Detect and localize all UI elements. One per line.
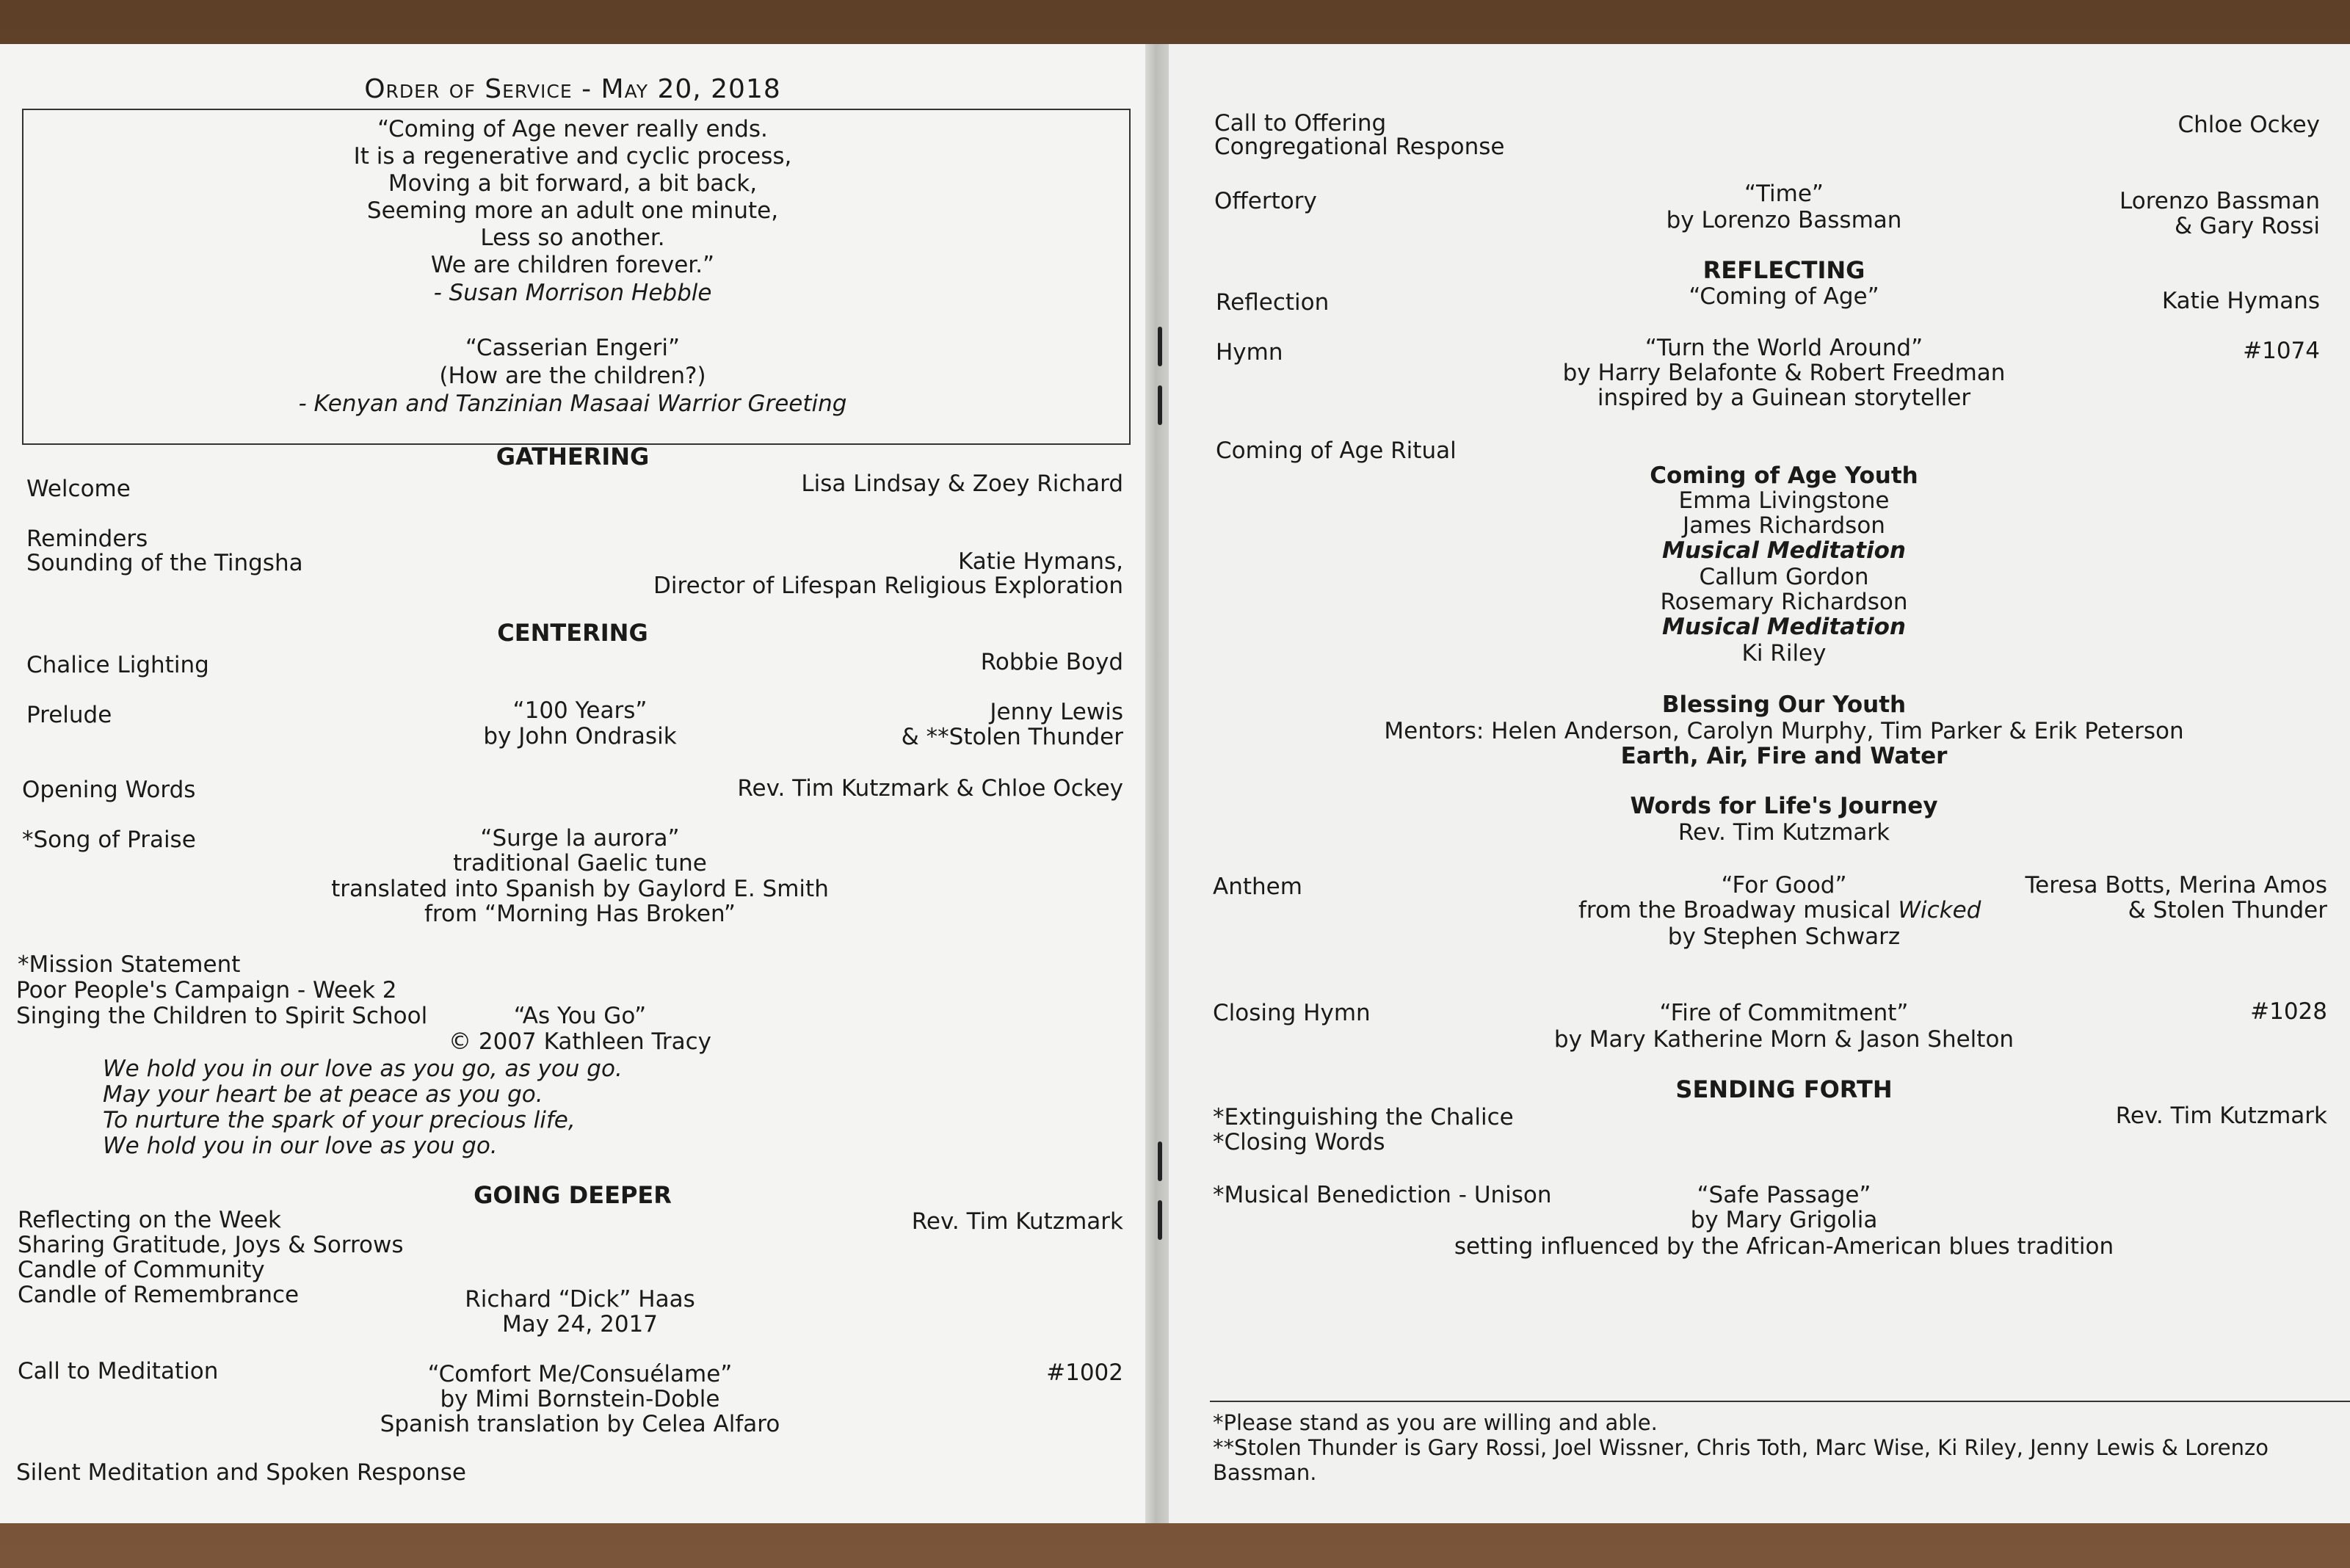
anthem-by: by Stephen Schwarz bbox=[1667, 923, 1901, 950]
prelude-performer: & **Stolen Thunder bbox=[901, 724, 1123, 750]
as-you-go-copyright: © 2007 Kathleen Tracy bbox=[449, 1028, 711, 1055]
anthem-performer: & Stolen Thunder bbox=[2128, 897, 2327, 923]
meditation-translation: Spanish translation by Celea Alfaro bbox=[380, 1411, 780, 1437]
reminders-label: Reminders bbox=[26, 526, 148, 552]
chalice-leader: Robbie Boyd bbox=[980, 649, 1123, 675]
blessing-heading: Blessing Our Youth bbox=[1661, 692, 1907, 718]
hymn-inspired: inspired by a Guinean storyteller bbox=[1597, 385, 1971, 411]
offertory-performer: Lorenzo Bassman bbox=[2119, 188, 2320, 214]
closing-hymn-by: by Mary Katherine Morn & Jason Shelton bbox=[1553, 1026, 2014, 1053]
lyric-line: To nurture the spark of your precious life, bbox=[103, 1107, 576, 1133]
anthem-label: Anthem bbox=[1213, 874, 1302, 900]
hymn-label: Hymn bbox=[1216, 339, 1283, 366]
congregational-response-label: Congregational Response bbox=[1214, 134, 1505, 160]
song-line: translated into Spanish by Gaylord E. Smith bbox=[331, 876, 829, 902]
staple-upper bbox=[1158, 385, 1162, 425]
youth-name: Ki Riley bbox=[1741, 640, 1827, 667]
staple-lower bbox=[1158, 1141, 1162, 1181]
going-deeper-heading: GOING DEEPER bbox=[474, 1181, 672, 1209]
musical-meditation-label: Musical Meditation bbox=[1662, 614, 1906, 640]
tingsha-leader-title: Director of Lifespan Religious Exploration bbox=[653, 573, 1123, 599]
chalice-lighting-label: Chalice Lighting bbox=[26, 652, 209, 678]
meditation-by: by Mimi Bornstein-Doble bbox=[440, 1386, 720, 1412]
quote1-line: Moving a bit forward, a bit back, bbox=[388, 170, 758, 197]
lyric-line: We hold you in our love as you go, as you go. bbox=[103, 1056, 623, 1082]
quote1-line: “Coming of Age never really ends. bbox=[377, 116, 768, 142]
footnote-stolen-thunder-end: Bassman. bbox=[1213, 1460, 1317, 1485]
offertory-label: Offertory bbox=[1214, 188, 1317, 214]
closing-hymn-title: “Fire of Commitment” bbox=[1659, 1000, 1909, 1026]
prelude-title: “100 Years” bbox=[512, 697, 648, 724]
quote2-author: - Kenyan and Tanzinian Masaai Warrior Greeting bbox=[298, 391, 847, 417]
footnote-rule bbox=[1210, 1401, 2350, 1402]
mission-statement-label: *Mission Statement bbox=[18, 951, 241, 978]
lyric-line: May your heart be at peace as you go. bbox=[103, 1081, 543, 1108]
quote1-author: - Susan Morrison Hebble bbox=[433, 280, 712, 306]
silent-meditation-label: Silent Meditation and Spoken Response bbox=[16, 1459, 466, 1486]
reflection-label: Reflection bbox=[1216, 289, 1330, 316]
sending-leader: Rev. Tim Kutzmark bbox=[2115, 1103, 2327, 1129]
anthem-from-text: from the Broadway musical bbox=[1578, 897, 1891, 923]
prelude-by: by John Ondrasik bbox=[483, 723, 677, 749]
song-of-praise-label: *Song of Praise bbox=[22, 827, 196, 853]
centering-heading: CENTERING bbox=[497, 619, 648, 647]
as-you-go-title: “As You Go” bbox=[513, 1003, 647, 1029]
elements-line: Earth, Air, Fire and Water bbox=[1620, 743, 1948, 769]
youth-name: Rosemary Richardson bbox=[1660, 589, 1908, 615]
campaign-label: Poor People's Campaign - Week 2 bbox=[16, 977, 397, 1003]
words-heading: Words for Life's Journey bbox=[1630, 793, 1938, 819]
quote2-line: “Casserian Engeri” bbox=[465, 335, 681, 361]
gathering-heading: GATHERING bbox=[496, 443, 650, 471]
anthem-performer: Teresa Botts, Merina Amos bbox=[2025, 872, 2327, 899]
hymn-by: by Harry Belafonte & Robert Freedman bbox=[1562, 360, 2006, 386]
quote2-line: (How are the children?) bbox=[439, 363, 706, 389]
staple-bottom bbox=[1158, 1200, 1162, 1240]
call-to-offering-label: Call to Offering bbox=[1214, 110, 1387, 137]
footnote-stand: *Please stand as you are willing and able. bbox=[1213, 1410, 1658, 1435]
service-header: Order of Service - May 20, 2018 bbox=[364, 74, 781, 104]
words-leader: Rev. Tim Kutzmark bbox=[1678, 819, 1890, 846]
deeper-leader: Rev. Tim Kutzmark bbox=[911, 1208, 1123, 1235]
benediction-setting: setting influenced by the African-American blues tradition bbox=[1454, 1233, 2114, 1260]
youth-name: Emma Livingstone bbox=[1678, 487, 1890, 514]
reflecting-heading: REFLECTING bbox=[1702, 256, 1865, 284]
meditation-hymn-number: #1002 bbox=[1046, 1360, 1123, 1386]
song-line: from “Morning Has Broken” bbox=[424, 901, 736, 927]
quote1-line: We are children forever.” bbox=[430, 252, 715, 278]
quote1-line: Seeming more an adult one minute, bbox=[366, 197, 779, 224]
welcome-leaders: Lisa Lindsay & Zoey Richard bbox=[801, 471, 1123, 497]
anthem-from bbox=[1578, 897, 1981, 923]
lyric-line: We hold you in our love as you go. bbox=[103, 1133, 498, 1159]
reflection-leader: Katie Hymans bbox=[2161, 288, 2320, 314]
memorial-name: Richard “Dick” Haas bbox=[465, 1286, 695, 1313]
hymn-title: “Turn the World Around” bbox=[1644, 335, 1923, 361]
opening-words-leaders: Rev. Tim Kutzmark & Chloe Ockey bbox=[737, 775, 1123, 802]
youth-heading: Coming of Age Youth bbox=[1650, 462, 1918, 489]
memorial-date: May 24, 2017 bbox=[502, 1311, 658, 1337]
quote1-line: It is a regenerative and cyclic process, bbox=[353, 143, 792, 170]
youth-name: Callum Gordon bbox=[1699, 564, 1869, 590]
benediction-title: “Safe Passage” bbox=[1697, 1182, 1871, 1208]
quote1-line: Less so another. bbox=[480, 225, 665, 251]
prelude-performer: Jenny Lewis bbox=[990, 699, 1123, 725]
benediction-by: by Mary Grigolia bbox=[1690, 1207, 1878, 1233]
anthem-show: Wicked bbox=[1898, 897, 1981, 923]
footnote-stolen-thunder: **Stolen Thunder is Gary Rossi, Joel Wissner, Chris Toth, Marc Wise, Ki Riley, Jenny Lewis & Lorenzo bbox=[1213, 1435, 2269, 1460]
sending-forth-heading: SENDING FORTH bbox=[1675, 1075, 1893, 1103]
reflection-title: “Coming of Age” bbox=[1689, 283, 1879, 310]
deeper-item: Reflecting on the Week bbox=[18, 1207, 281, 1233]
coming-of-age-ritual-label: Coming of Age Ritual bbox=[1216, 438, 1457, 464]
prelude-label: Prelude bbox=[26, 702, 112, 728]
call-to-meditation-label: Call to Meditation bbox=[18, 1358, 219, 1384]
deeper-item: Candle of Remembrance bbox=[18, 1282, 300, 1308]
offertory-title: “Time” bbox=[1744, 181, 1824, 207]
extinguishing-label: *Extinguishing the Chalice bbox=[1213, 1104, 1514, 1130]
welcome-label: Welcome bbox=[26, 476, 131, 502]
deeper-item: Candle of Community bbox=[18, 1257, 265, 1283]
offering-leader: Chloe Ockey bbox=[2177, 112, 2320, 138]
tingsha-leader: Katie Hymans, bbox=[958, 548, 1123, 575]
youth-name: James Richardson bbox=[1683, 512, 1885, 539]
spirit-school-label: Singing the Children to Spirit School bbox=[16, 1003, 428, 1029]
closing-words-label: *Closing Words bbox=[1213, 1129, 1385, 1155]
song-line: traditional Gaelic tune bbox=[453, 850, 707, 876]
staple-top bbox=[1158, 327, 1162, 366]
meditation-title: “Comfort Me/Consuélame” bbox=[427, 1361, 733, 1387]
benediction-label: *Musical Benediction - Unison bbox=[1213, 1182, 1552, 1208]
closing-hymn-number: #1028 bbox=[2250, 998, 2327, 1025]
anthem-title: “For Good” bbox=[1721, 872, 1847, 899]
opening-words-label: Opening Words bbox=[22, 777, 196, 803]
booklet-spine bbox=[1145, 44, 1169, 1523]
offertory-by: by Lorenzo Bassman bbox=[1666, 207, 1902, 233]
tingsha-label: Sounding of the Tingsha bbox=[26, 550, 303, 576]
closing-hymn-label: Closing Hymn bbox=[1213, 1000, 1371, 1026]
song-title: “Surge la aurora” bbox=[480, 825, 680, 852]
offertory-performer: & Gary Rossi bbox=[2174, 213, 2320, 239]
hymn-number: #1074 bbox=[2243, 338, 2320, 364]
mentors-line: Mentors: Helen Anderson, Carolyn Murphy, Tim Parker & Erik Peterson bbox=[1384, 718, 2184, 744]
musical-meditation-label: Musical Meditation bbox=[1662, 537, 1906, 564]
deeper-item: Sharing Gratitude, Joys & Sorrows bbox=[18, 1232, 404, 1258]
